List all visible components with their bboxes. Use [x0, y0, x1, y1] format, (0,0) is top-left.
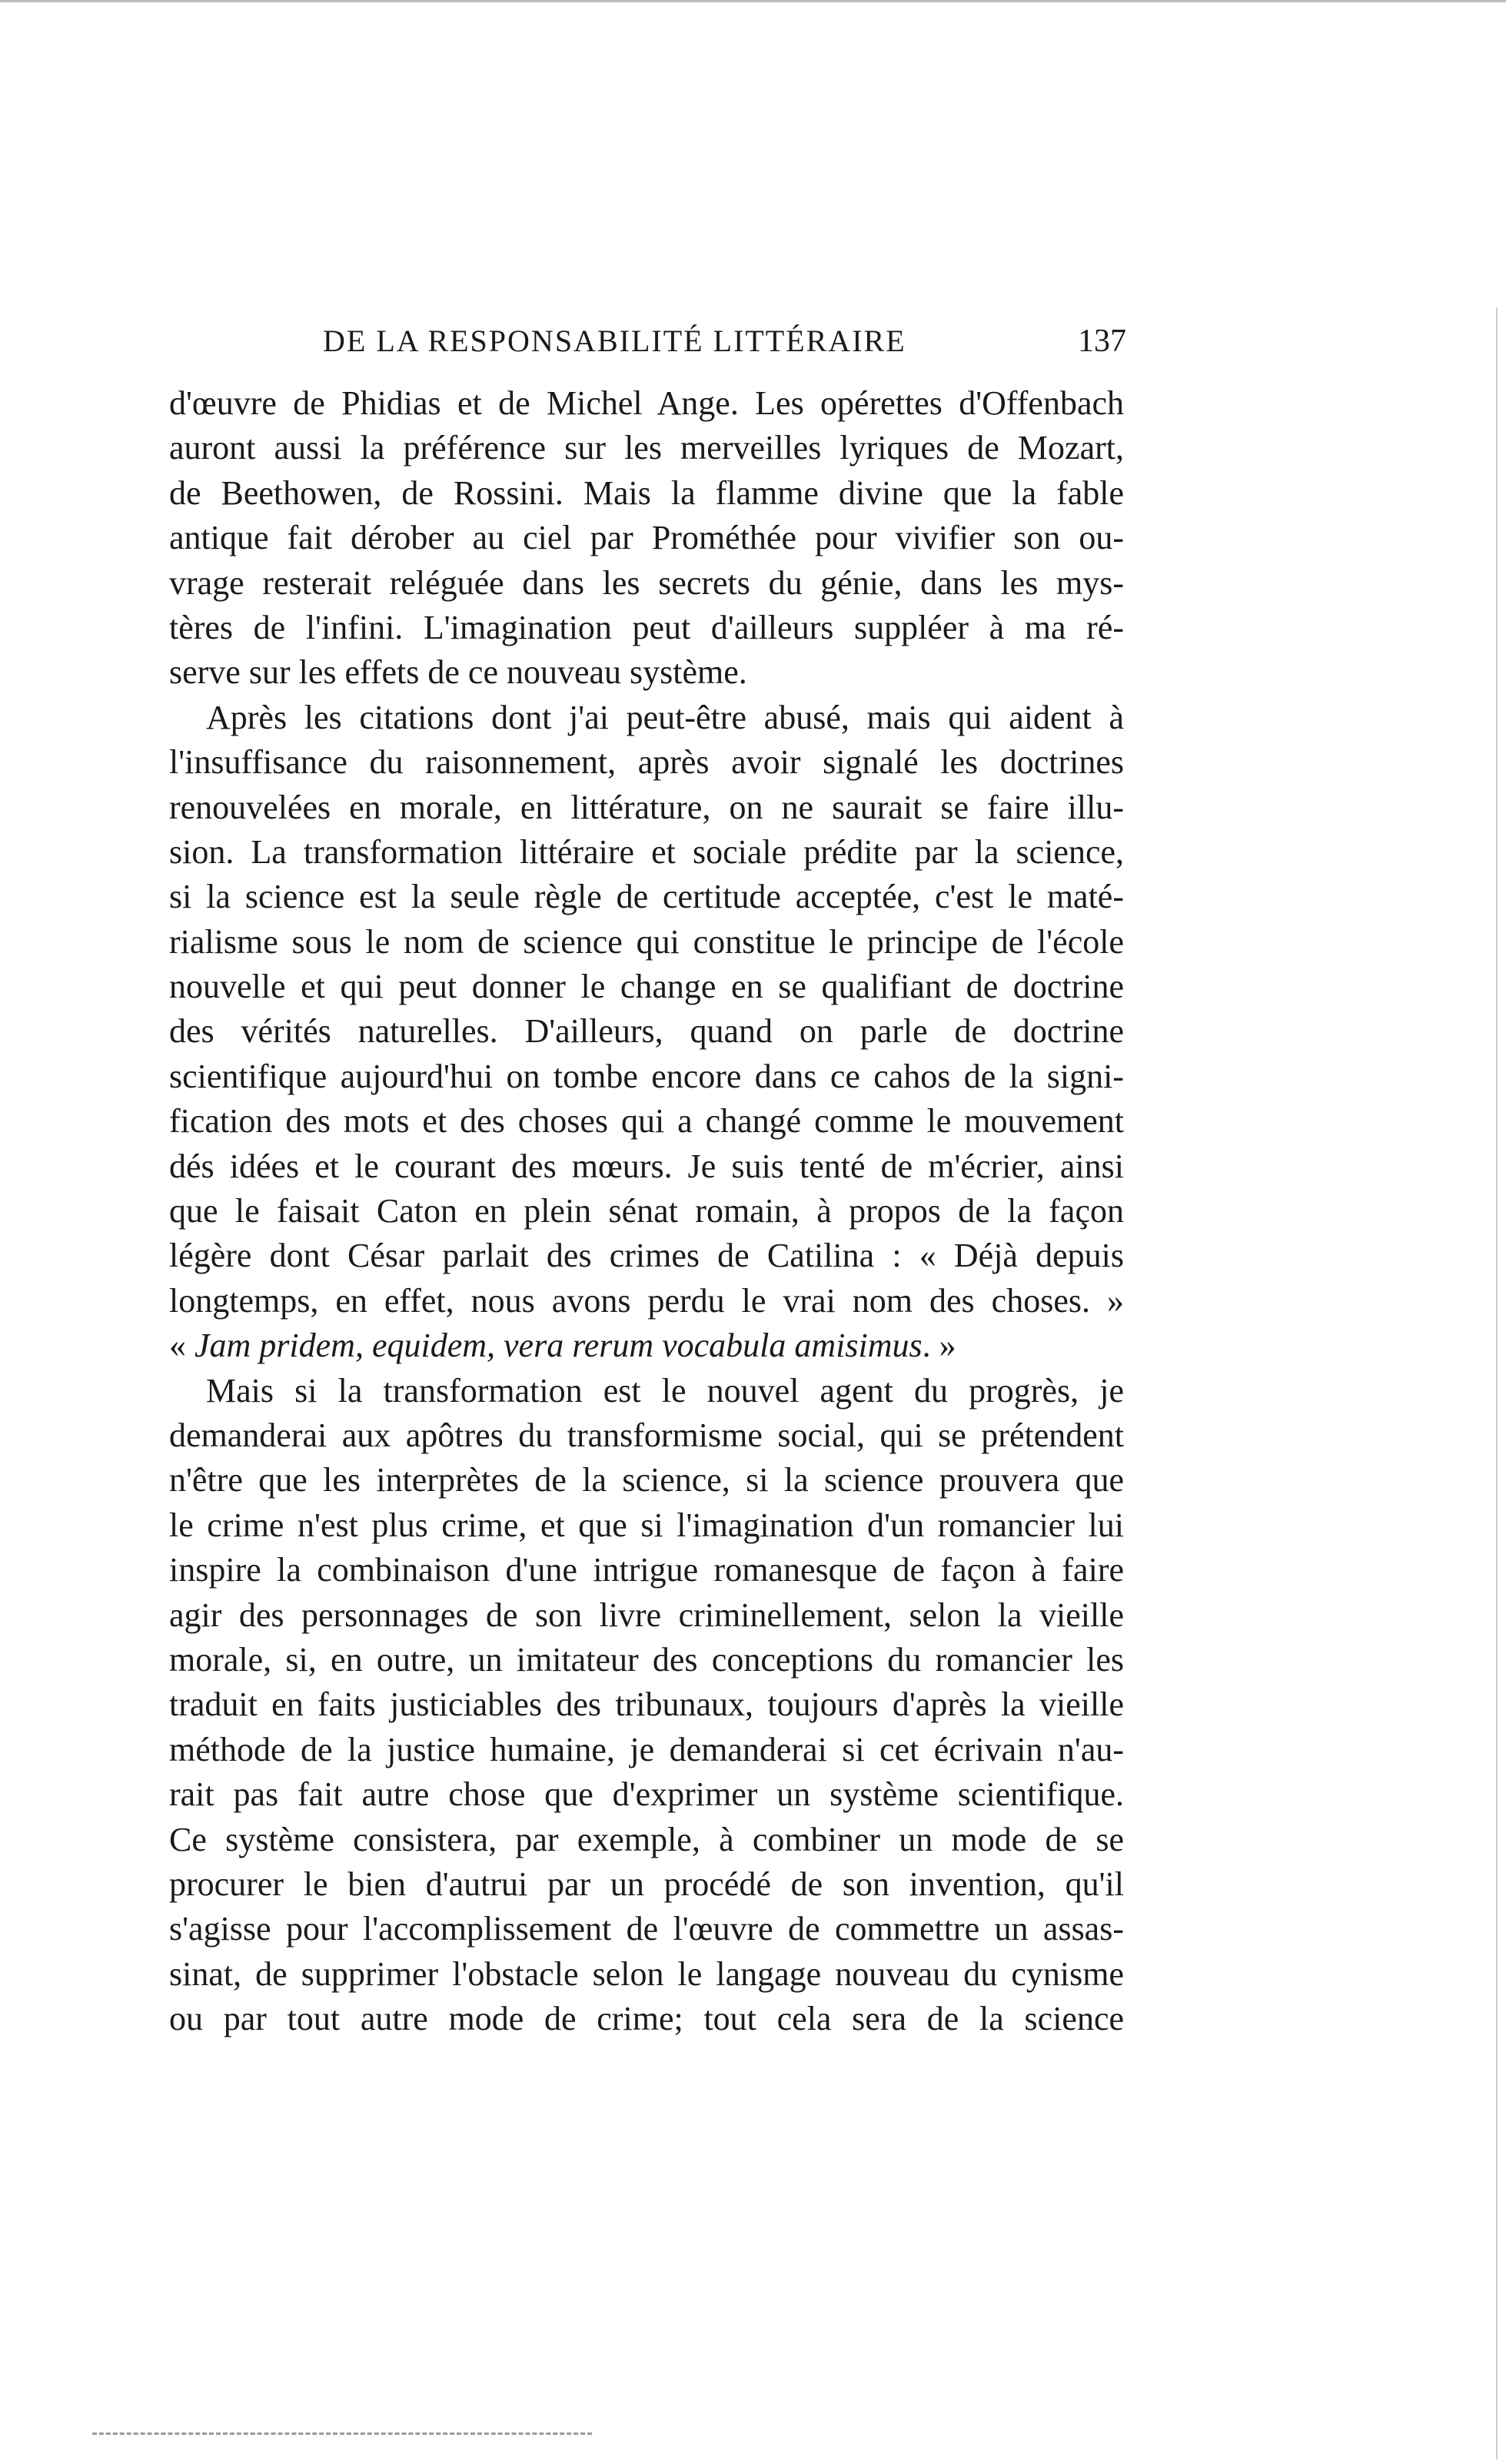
page-header — [169, 323, 1126, 361]
text-line: le crime n'est plus crime, et que si l'imagination d'un romancier lui — [169, 1506, 1124, 1544]
text-line: agir des personnages de son livre criminellement, selon la vieille — [169, 1596, 1124, 1634]
text-line: si la science est la seule règle de certitude acceptée, c'est le maté- — [169, 878, 1124, 916]
text-line: dés idées et le courant des mœurs. Je suis tenté de m'écrier, ainsi — [169, 1147, 1124, 1185]
scan-edge-top — [0, 0, 1506, 2]
text-line: que le faisait Caton en plein sénat romain, à propos de la façon — [169, 1192, 1124, 1230]
text-line: sinat, de supprimer l'obstacle selon le langage nouveau du cynisme — [169, 1954, 1124, 1993]
text-line: fication des mots et des choses qui a changé comme le mouvement — [169, 1102, 1124, 1141]
text-line: tères de l'infini. L'imagination peut d'ailleurs suppléer à ma ré- — [169, 608, 1124, 646]
text-line: Après les citations dont j'ai peut-être abusé, mais qui aident à — [206, 698, 1124, 736]
text-line: rialisme sous le nom de science qui constitue le principe de l'école — [169, 922, 1124, 961]
text-line: demanderai aux apôtres du transformisme social, qui se prétendent — [169, 1416, 1124, 1454]
text-line: procurer le bien d'autrui par un procédé de son invention, qu'il — [169, 1865, 1124, 1903]
text-line: rait pas fait autre chose que d'exprimer un système scientifique. — [169, 1775, 1124, 1814]
text-line: d'œuvre de Phidias et de Michel Ange. Les opérettes d'Offenbach — [169, 384, 1124, 422]
text-line: n'être que les interprètes de la science, si la science prouvera que — [169, 1461, 1124, 1499]
quotation-mark: . » — [922, 1327, 956, 1365]
text-line: de Beethowen, de Rossini. Mais la flamme divine que la fable — [169, 473, 1124, 512]
text-line: des vérités naturelles. D'ailleurs, quand on parle de doctrine — [169, 1012, 1124, 1051]
scan-edge-bottom — [92, 2432, 592, 2437]
text-line: serve sur les effets de ce nouveau système. — [169, 653, 747, 692]
text-line: Ce système consistera, par exemple, à combiner un mode de se — [169, 1820, 1124, 1858]
text-line: traduit en faits justiciables des tribunaux, toujours d'après la vieille — [169, 1685, 1124, 1724]
quotation-mark: « — [169, 1327, 194, 1365]
running-title: DE LA RESPONSABILITÉ LITTÉRAIRE — [323, 324, 906, 358]
text-line: Mais si la transformation est le nouvel agent du progrès, je — [206, 1371, 1124, 1410]
page-body-text — [169, 381, 1124, 2041]
text-line: scientifique aujourd'hui on tombe encore dans ce cahos de la signi- — [169, 1057, 1124, 1095]
text-line: auront aussi la préférence sur les merveilles lyriques de Mozart, — [169, 429, 1124, 467]
text-line: méthode de la justice humaine, je demanderai si cet écrivain n'au- — [169, 1730, 1124, 1768]
latin-quotation: Jam pridem, equidem, vera rerum vocabula amisimus — [194, 1327, 923, 1365]
scan-edge-right — [1496, 307, 1498, 2459]
text-line: nouvelle et qui peut donner le change en se qualifiant de doctrine — [169, 968, 1124, 1006]
text-line: légère dont César parlait des crimes de Catilina : « Déjà depuis — [169, 1237, 1124, 1275]
text-line: renouvelées en morale, en littérature, on ne saurait se faire illu- — [169, 788, 1124, 826]
text-line: longtemps, en effet, nous avons perdu le vrai nom des choses. » — [169, 1281, 1124, 1320]
text-line — [169, 1323, 1124, 1368]
text-line: inspire la combinaison d'une intrigue romanesque de façon à faire — [169, 1551, 1124, 1589]
text-line: ou par tout autre mode de crime; tout cela sera de la science — [169, 2000, 1124, 2038]
text-line: s'agisse pour l'accomplissement de l'œuvre de commettre un assas- — [169, 1910, 1124, 1948]
text-line: morale, si, en outre, un imitateur des conceptions du romancier les — [169, 1640, 1124, 1679]
text-line: antique fait dérober au ciel par Prométhée pour vivifier son ou- — [169, 519, 1124, 557]
text-line: sion. La transformation littéraire et sociale prédite par la science, — [169, 832, 1124, 871]
text-line: l'insuffisance du raisonnement, après avoir signalé les doctrines — [169, 743, 1124, 782]
text-line: vrage resterait reléguée dans les secrets du génie, dans les mys- — [169, 563, 1124, 602]
page-number: 137 — [1078, 324, 1126, 359]
